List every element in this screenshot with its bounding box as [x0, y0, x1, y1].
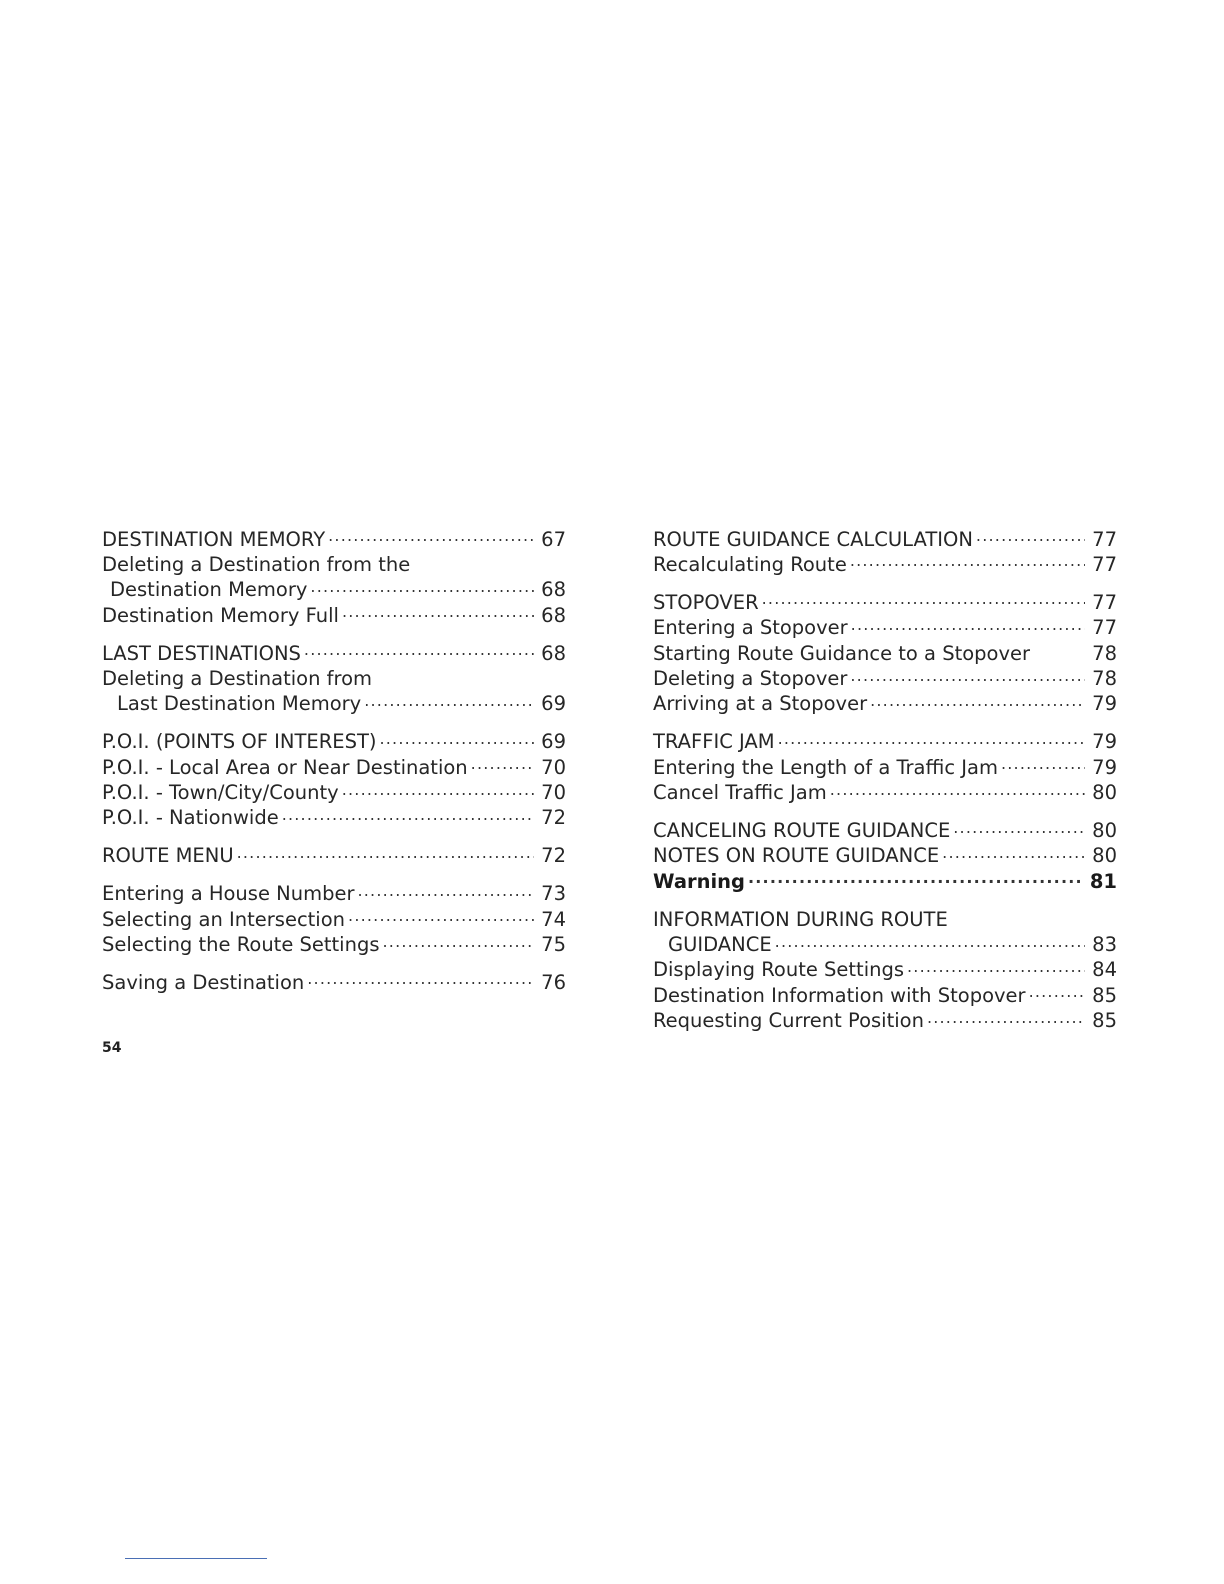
dot-leader — [942, 843, 1085, 863]
dot-leader — [1001, 754, 1085, 774]
toc-entry[interactable] — [102, 640, 566, 665]
toc-entry-title: STOPOVER — [653, 590, 759, 614]
dot-leader — [850, 665, 1085, 685]
toc-entry[interactable] — [653, 817, 1117, 842]
dot-leader — [364, 691, 534, 711]
toc-entry-warning[interactable] — [653, 868, 1117, 893]
toc-entry-page: 83 — [1092, 932, 1117, 956]
toc-entry-title: LAST DESTINATIONS — [102, 641, 301, 665]
toc-entry-title: Selecting the Route Settings — [102, 932, 380, 956]
dot-leader — [907, 957, 1085, 977]
toc-entry[interactable] — [653, 754, 1117, 779]
toc-entry[interactable] — [653, 691, 1117, 716]
toc-entry-title: TRAFFIC JAM — [653, 730, 775, 754]
toc-entry-title: Destination Information with Stopover — [653, 983, 1026, 1007]
dot-leader — [348, 906, 534, 926]
toc-entry-title: Recalculating Route — [653, 552, 847, 576]
toc-entry-title: Requesting Current Position — [653, 1009, 924, 1033]
toc-entry[interactable] — [102, 881, 566, 906]
dot-leader — [375, 665, 534, 685]
toc-entry-title: ROUTE GUIDANCE CALCULATION — [653, 527, 973, 551]
dot-leader — [237, 843, 534, 863]
dot-leader — [379, 729, 534, 749]
toc-entry-title: DESTINATION MEMORY — [102, 527, 326, 551]
toc-entry-title: Warning — [653, 869, 745, 893]
toc-entry[interactable] — [102, 754, 566, 779]
dot-leader — [748, 868, 1084, 888]
toc-entry-title: P.O.I. - Nationwide — [102, 806, 279, 830]
toc-entry[interactable] — [102, 602, 566, 627]
dot-leader — [927, 1008, 1085, 1028]
dot-leader — [328, 526, 534, 546]
toc-entry-title: Arriving at a Stopover — [653, 692, 868, 716]
toc-entry[interactable] — [653, 640, 1117, 665]
toc-entry-page: 79 — [1092, 692, 1117, 716]
toc-entry-page: 77 — [1092, 527, 1117, 551]
toc-entry[interactable] — [102, 729, 566, 754]
dot-leader — [307, 969, 534, 989]
dot-leader — [778, 729, 1085, 749]
dot-leader — [342, 602, 534, 622]
dot-leader — [850, 551, 1085, 571]
toc-entry-page: 85 — [1092, 1009, 1117, 1033]
toc-entry-title: GUIDANCE — [668, 932, 772, 956]
toc-entry[interactable] — [653, 906, 1117, 931]
toc-entry[interactable] — [653, 843, 1117, 868]
toc-entry-page: 84 — [1092, 958, 1117, 982]
toc-entry-title: Selecting an Intersection — [102, 907, 346, 931]
dot-leader — [471, 754, 534, 774]
dot-leader — [413, 551, 534, 571]
toc-entry-page: 69 — [541, 692, 566, 716]
toc-entry[interactable] — [102, 931, 566, 956]
toc-entry-page: 77 — [1092, 552, 1117, 576]
toc-entry-page: 73 — [541, 882, 566, 906]
footer-rule — [125, 1558, 267, 1559]
toc-entry-title: Displaying Route Settings — [653, 958, 905, 982]
page-number: 54 — [102, 1040, 122, 1056]
toc-entry[interactable] — [102, 780, 566, 805]
toc-entry-title: Last Destination Memory — [117, 692, 362, 716]
toc-entry-page: 85 — [1092, 983, 1117, 1007]
toc-entry-page: 68 — [541, 578, 566, 602]
dot-leader — [282, 805, 534, 825]
toc-entry-title: P.O.I. - Local Area or Near Destination — [102, 755, 468, 779]
dot-leader — [1029, 982, 1085, 1002]
toc-entry[interactable] — [102, 551, 566, 576]
toc-entry-title: P.O.I. (POINTS OF INTEREST) — [102, 730, 377, 754]
toc-entry-page: 77 — [1092, 590, 1117, 614]
toc-entry-title: Deleting a Destination from the — [102, 552, 411, 576]
toc-entry-title: P.O.I. - Town/City/County — [102, 781, 339, 805]
toc-entry-title: Destination Memory — [110, 578, 308, 602]
toc-entry-title: NOTES ON ROUTE GUIDANCE — [653, 844, 940, 868]
toc-entry[interactable] — [653, 665, 1117, 690]
toc-entry[interactable] — [653, 551, 1117, 576]
dot-leader — [870, 691, 1085, 711]
toc-entry-page: 81 — [1089, 869, 1117, 893]
dot-leader — [383, 931, 535, 951]
toc-entry[interactable] — [102, 843, 566, 868]
dot-leader — [762, 589, 1085, 609]
toc-left-column — [102, 526, 566, 995]
toc-entry-page: 74 — [541, 907, 566, 931]
toc-entry[interactable] — [102, 577, 566, 602]
toc-entry[interactable] — [102, 805, 566, 830]
dot-leader — [775, 931, 1085, 951]
toc-entry-page: 79 — [1092, 755, 1117, 779]
dot-leader — [851, 615, 1085, 635]
dot-leader — [342, 780, 534, 800]
toc-entry[interactable] — [653, 957, 1117, 982]
toc-entry-title: Starting Route Guidance to a Stopover — [653, 641, 1031, 665]
toc-entry[interactable] — [102, 691, 566, 716]
dot-leader — [310, 577, 534, 597]
dot-leader — [830, 780, 1085, 800]
toc-entry-title: Entering a House Number — [102, 882, 355, 906]
toc-entry-page: 68 — [541, 603, 566, 627]
toc-entry-page: 80 — [1092, 818, 1117, 842]
dot-leader — [953, 817, 1085, 837]
toc-entry-page: 76 — [541, 970, 566, 994]
toc-entry-page: 72 — [541, 806, 566, 830]
toc-entry-title: Deleting a Destination from — [102, 666, 373, 690]
toc-entry-title: ROUTE MENU — [102, 844, 234, 868]
toc-entry-title: Destination Memory Full — [102, 603, 339, 627]
toc-entry[interactable] — [102, 526, 566, 551]
toc-entry-title: CANCELING ROUTE GUIDANCE — [653, 818, 951, 842]
toc-entry[interactable] — [653, 729, 1117, 754]
toc-entry[interactable] — [653, 982, 1117, 1007]
toc-entry[interactable] — [653, 780, 1117, 805]
dot-leader — [951, 906, 1085, 926]
toc-entry-page: 80 — [1092, 781, 1117, 805]
toc-entry-page: 78 — [1092, 666, 1117, 690]
toc-entry[interactable] — [653, 589, 1117, 614]
toc-entry-page: 77 — [1092, 616, 1117, 640]
toc-entry-page: 79 — [1092, 730, 1117, 754]
toc-entry-page: 72 — [541, 844, 566, 868]
dot-leader — [1033, 640, 1085, 660]
toc-entry[interactable] — [102, 665, 566, 690]
toc-entry-page: 70 — [541, 755, 566, 779]
toc-right-column — [653, 526, 1117, 1033]
toc-entry-title: Cancel Traffic Jam — [653, 781, 827, 805]
toc-entry-page: 78 — [1092, 641, 1117, 665]
toc-entry-title: INFORMATION DURING ROUTE — [653, 907, 948, 931]
toc-entry-title: Entering a Stopover — [653, 616, 848, 640]
toc-entry-page: 68 — [541, 641, 566, 665]
toc-entry-page: 75 — [541, 932, 566, 956]
toc-entry-page: 67 — [541, 527, 566, 551]
toc-entry[interactable] — [102, 969, 566, 994]
toc-entry[interactable] — [102, 906, 566, 931]
dot-leader — [976, 526, 1085, 546]
dot-leader — [304, 640, 534, 660]
toc-entry[interactable] — [653, 615, 1117, 640]
toc-entry-page: 69 — [541, 730, 566, 754]
dot-leader — [357, 881, 534, 901]
toc-entry-title: Deleting a Stopover — [653, 666, 848, 690]
toc-entry-title: Entering the Length of a Traffic Jam — [653, 755, 998, 779]
toc-entry[interactable] — [653, 526, 1117, 551]
toc-entry-page: 80 — [1092, 844, 1117, 868]
toc-entry-page: 70 — [541, 781, 566, 805]
toc-entry[interactable] — [653, 1008, 1117, 1033]
toc-entry-title: Saving a Destination — [102, 970, 305, 994]
toc-entry[interactable] — [653, 931, 1117, 956]
